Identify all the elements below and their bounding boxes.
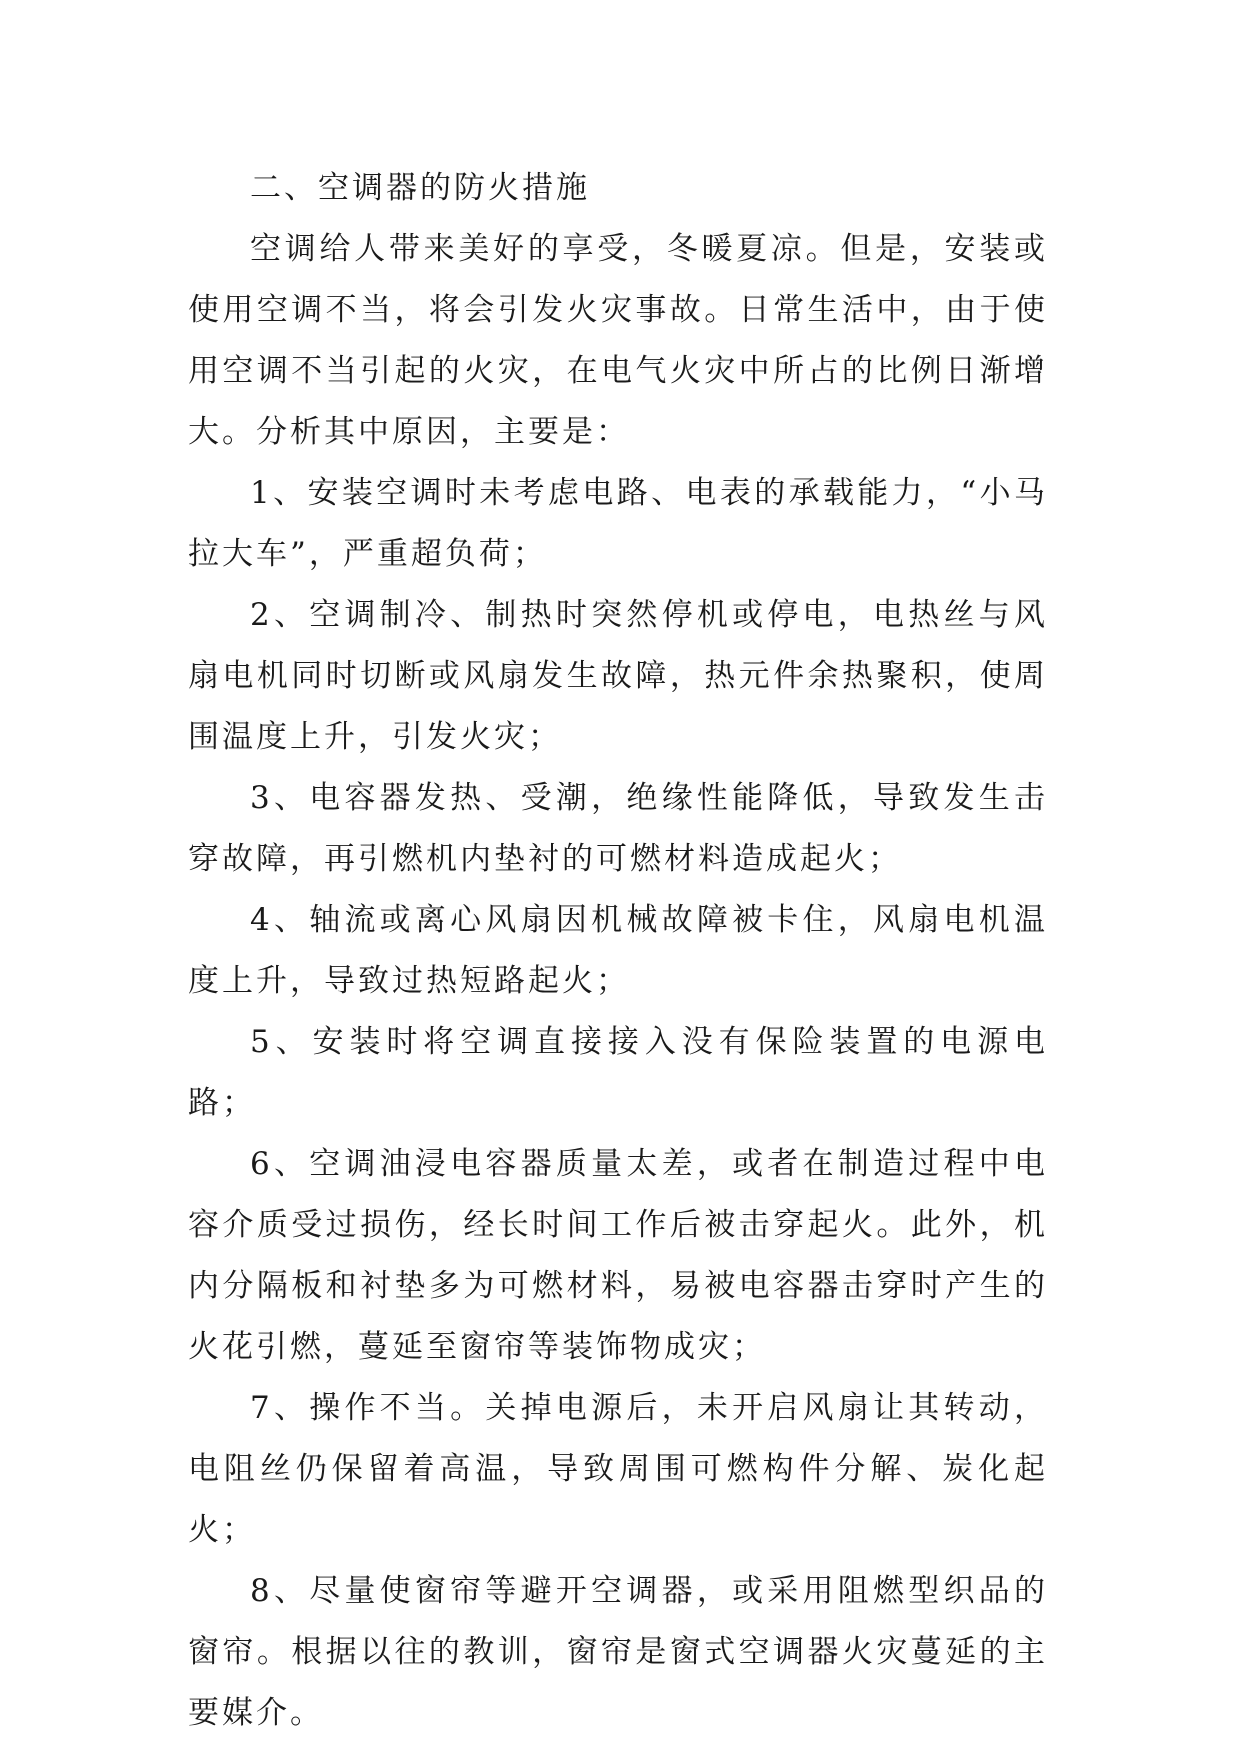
list-item: 1、安装空调时未考虑电路、电表的承载能力，“小马拉大车”，严重超负荷； <box>188 475 1048 572</box>
list-item: 6、空调油浸电容器质量太差，或者在制造过程中电容介质受过损伤，经长时间工作后被击穿起火。此外，机内分隔板和衬垫多为可燃材料，易被电容器击穿时产生的火花引燃，蔓延至窗帘等装饰物成灾； <box>188 1146 1048 1365</box>
section-heading: 二、空调器的防火措施 <box>250 170 590 206</box>
list-item: 5、安装时将空调直接接入没有保险装置的电源电路； <box>188 1024 1048 1121</box>
list-item: 8、尽量使窗帘等避开空调器，或采用阻燃型织品的窗帘。根据以往的教训，窗帘是窗式空调器火灾蔓延的主要媒介。 <box>188 1573 1048 1731</box>
document-body <box>188 158 1048 1744</box>
list-item: 4、轴流或离心风扇因机械故障被卡住，风扇电机温度上升，导致过热短路起火； <box>188 902 1048 999</box>
list-item: 3、电容器发热、受潮，绝缘性能降低，导致发生击穿故障，再引燃机内垫衬的可燃材料造成起火； <box>188 780 1048 877</box>
intro-paragraph: 空调给人带来美好的享受，冬暖夏凉。但是，安装或使用空调不当，将会引发火灾事故。日常生活中，由于使用空调不当引起的火灾，在电气火灾中所占的比例日渐增大。分析其中原因，主要是： <box>188 231 1048 450</box>
list-item: 2、空调制冷、制热时突然停机或停电，电热丝与风扇电机同时切断或风扇发生故障，热元件余热聚积，使周围温度上升，引发火灾； <box>188 597 1048 755</box>
list-item: 7、操作不当。关掉电源后，未开启风扇让其转动，电阻丝仍保留着高温，导致周围可燃构件分解、炭化起火； <box>188 1390 1048 1548</box>
